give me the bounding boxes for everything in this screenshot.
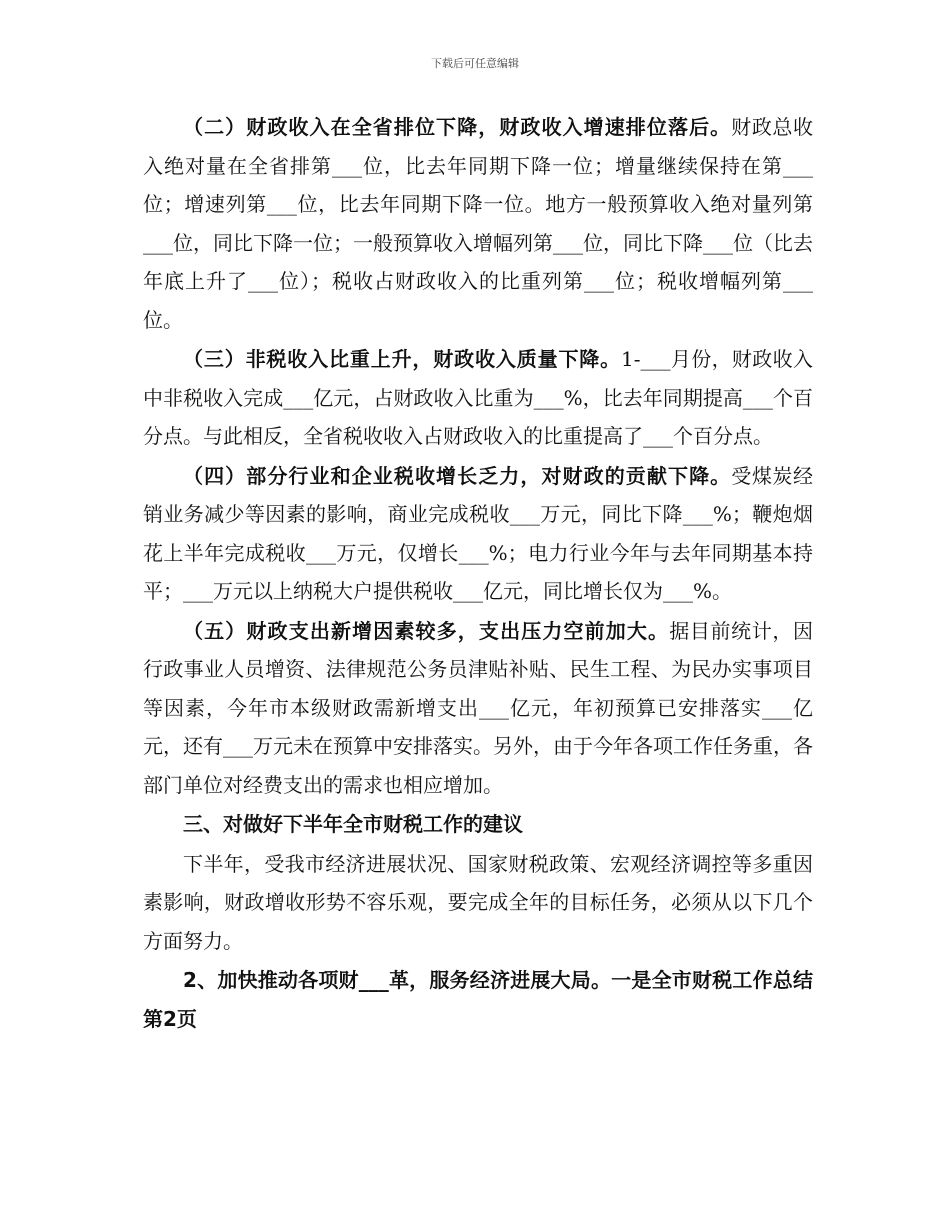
paragraph-heading: （四）部分行业和企业税收增长乏力，对财政的贡献下降。 <box>183 463 732 488</box>
watermark-text: 下载后可任意编辑 <box>431 57 519 70</box>
paragraph-heading: （五）财政支出新增因素较多，支出压力空前加大。 <box>183 618 670 643</box>
paragraph-expenditure-pressure <box>143 612 813 805</box>
section-title: 三、对做好下半年全市财税工作的建议 <box>183 812 523 836</box>
paragraph-heading: （二）财政收入在全省排位下降，财政收入增速排位落后。 <box>183 115 732 139</box>
paragraph-heading: （三）非税收入比重上升，财政收入质量下降。 <box>183 347 622 371</box>
paragraph-text: 受煤炭经销业务减少等因素的影响，商业完成税收___万元，同比下降___%；鞭炮烟花上半年完成税收___万元，仅增长___%；电力行业今年与去年同期基本持平；___万元以上纳税大户提供税收___亿元，同比增长仅为___%。 <box>143 463 814 603</box>
document-body <box>143 108 813 1038</box>
paragraph-nontax-revenue <box>143 340 813 456</box>
paragraph-intro: 下半年，受我市经济进展状况、国家财税政策、宏观经济调控等多重因素影响，财政增收形势不容乐观，要完成全年的目标任务，必须从以下几个方面努力。 <box>143 851 813 953</box>
paragraph-text: 据目前统计，因行政事业人员增资、法律规范公务员津贴补贴、民生工程、为民办实事项目等因素，今年市本级财政需新增支出___亿元，年初预算已安排落实___亿元，还有___万元未在预算中安排落实。另外，由于今年各项工作任务重，各部门单位对经费支出的需求也相应增加。 <box>143 618 814 797</box>
paragraph-industry-tax <box>143 457 813 611</box>
paragraph-revenue-ranking <box>143 108 813 339</box>
paragraph-text: 1-___月份，财政收入中非税收入完成___亿元，占财政收入比重为___%，比去年同期提高___个百分点。与此相反，全省税收收入占财政收入的比重提高了___个百分点。 <box>143 347 814 448</box>
paragraph-closing: 2、加快推动各项财___革，服务经济进展大局。一是全市财税工作总结第2页 <box>143 968 813 1031</box>
paragraph-text: 财政总收入绝对量在全省排第___位，比去年同期下降一位；增量继续保持在第___位；增速列第___位，比去年同期下降一位。地方一般预算收入绝对量列第___位，同比下降一位；一般预算收入增幅列第___位，同比下降___位（比去年底上升了___位）；税收占财政收入的比重列第___位；税收增幅列第___位。 <box>143 115 814 332</box>
